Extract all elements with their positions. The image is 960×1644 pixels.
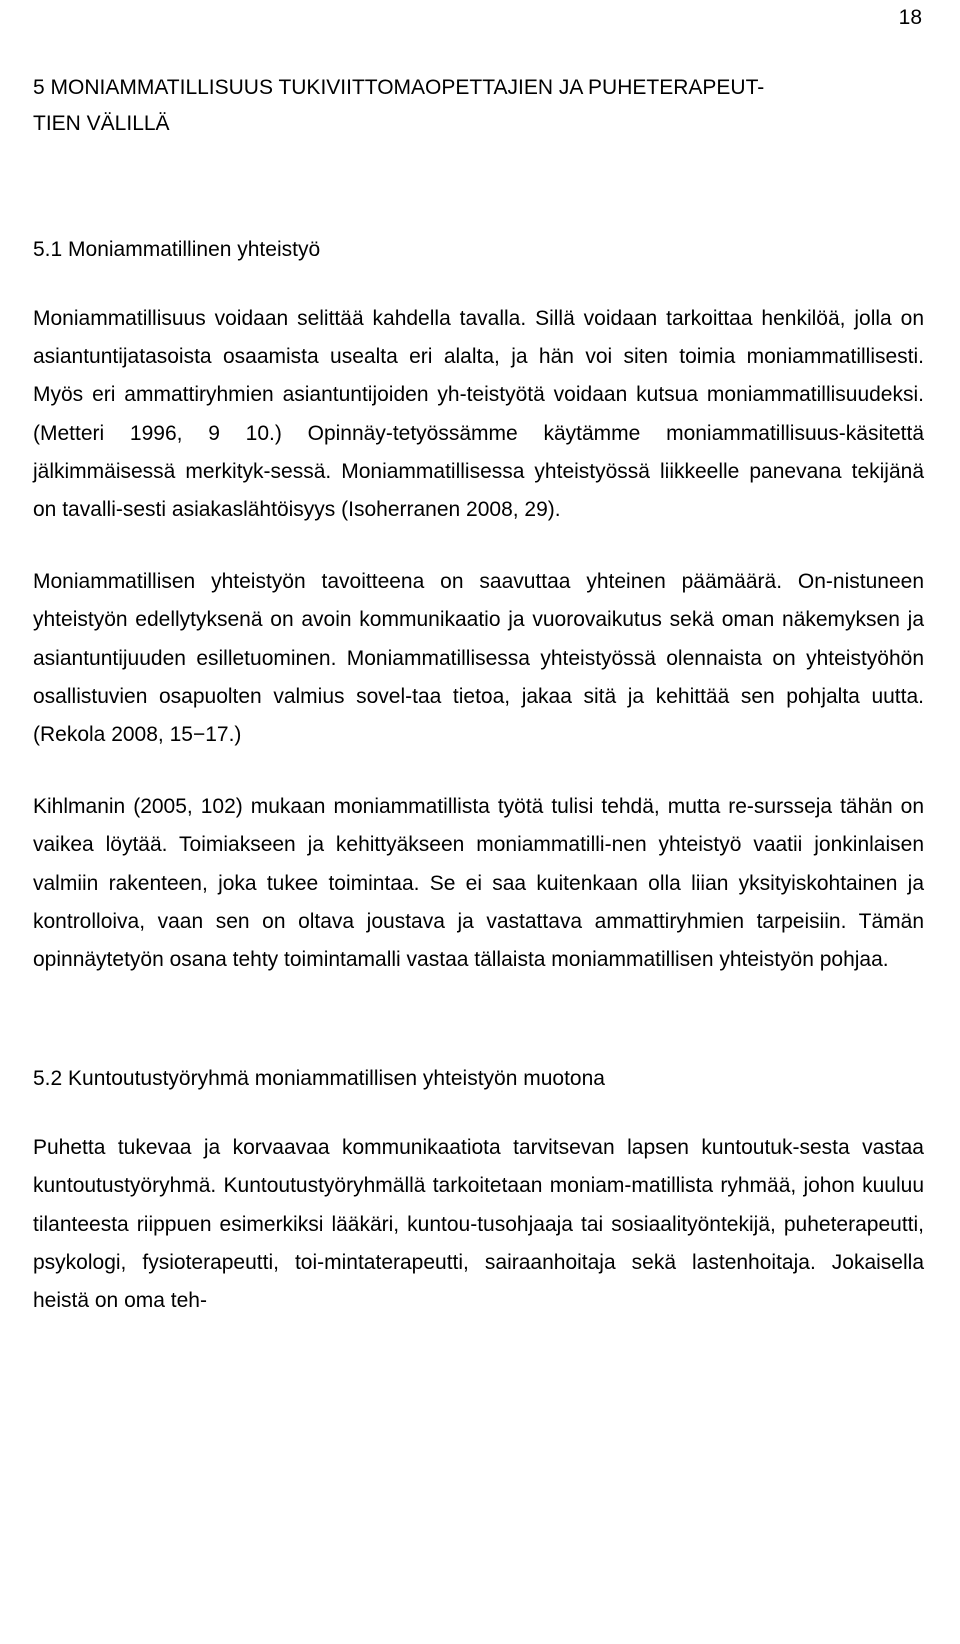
spacer bbox=[33, 754, 924, 788]
chapter-title bbox=[33, 70, 924, 142]
page-content bbox=[33, 70, 924, 1320]
spacer bbox=[33, 979, 924, 1061]
spacer bbox=[33, 1097, 924, 1129]
paragraph: Moniammatillisuus voidaan selittää kahdella tavalla. Sillä voidaan tarkoittaa henkilöä, jolla on asiantuntijatasoista osaamista usealta eri alalta, ja hän voi siten toimia moniammatillisesti. Myös eri ammattiryhmien asiantuntijoiden yh-teistyötä voidaan kutsua moniammatillisuudeksi. (Metteri 1996, 9 10.) Opinnäy-tetyössämme käytämme moniammatillisuus-käsitettä jälkimmäisessä merkityk-sessä. Moniammatillisessa yhteistyössä liikkeelle panevana tekijänä on tavalli-sesti asiakaslähtöisyys (Isoherranen 2008, 29). bbox=[33, 307, 924, 522]
spacer bbox=[33, 142, 924, 232]
spacer bbox=[33, 529, 924, 563]
paragraph: Moniammatillisen yhteistyön tavoitteena on saavuttaa yhteinen päämäärä. On-nistuneen yhteistyön edellytyksenä on avoin kommunikaatio ja vuorovaikutus sekä oman näkemyksen ja asiantuntijuuden esilletuominen. Moniammatillisessa yhteistyössä olennaista on yhteistyöhön osallistuvien osapuolten valmius sovel-taa tietoa, jakaa sitä ja kehittää sen pohjalta uutta. (Rekola 2008, 15−17.) bbox=[33, 570, 924, 747]
chapter-title-line-2: TIEN VÄLILLÄ bbox=[33, 112, 170, 135]
paragraph: Kihlmanin (2005, 102) mukaan moniammatillista työtä tulisi tehdä, mutta re-sursseja tähän on vaikea löytää. Toimiakseen ja kehittyäkseen moniammatilli-nen yhteistyö vaatii jonkinlaisen valmiin rakenteen, joka tukee toimintaa. Se ei saa kuitenkaan olla liian yksityiskohtainen ja kontrolloiva, vaan sen on oltava joustava ja vastattava ammattiryhmien tarpeisiin. Tämän opinnäytetyön osana tehty toimintamalli vastaa tällaista moniammatillisen yhteistyön pohjaa. bbox=[33, 795, 924, 972]
paragraph: Puhetta tukevaa ja korvaavaa kommunikaatiota tarvitsevan lapsen kuntoutuk-sesta vastaa kuntoutustyöryhmä. Kuntoutustyöryhmällä tarkoitetaan moniam-matillista ryhmää, johon kuuluu tilanteesta riippuen esimerkiksi lääkäri, kuntou-tusohjaaja tai sosiaalityöntekijä, puheterapeutti, psykologi, fysioterapeutti, toi-mintaterapeutti, sairaanhoitaja sekä lastenhoitaja. Jokaisella heistä on oma teh- bbox=[33, 1136, 924, 1313]
spacer bbox=[33, 268, 924, 300]
chapter-title-line-1: 5 MONIAMMATILLISUUS TUKIVIITTOMAOPETTAJIEN JA PUHETERAPEUT- bbox=[33, 76, 765, 99]
page-number: 18 bbox=[898, 6, 922, 29]
section-title-5-1: 5.1 Moniammatillinen yhteistyö bbox=[33, 238, 321, 261]
section-title-5-2: 5.2 Kuntoutustyöryhmä moniammatillisen yhteistyön muotona bbox=[33, 1067, 605, 1091]
